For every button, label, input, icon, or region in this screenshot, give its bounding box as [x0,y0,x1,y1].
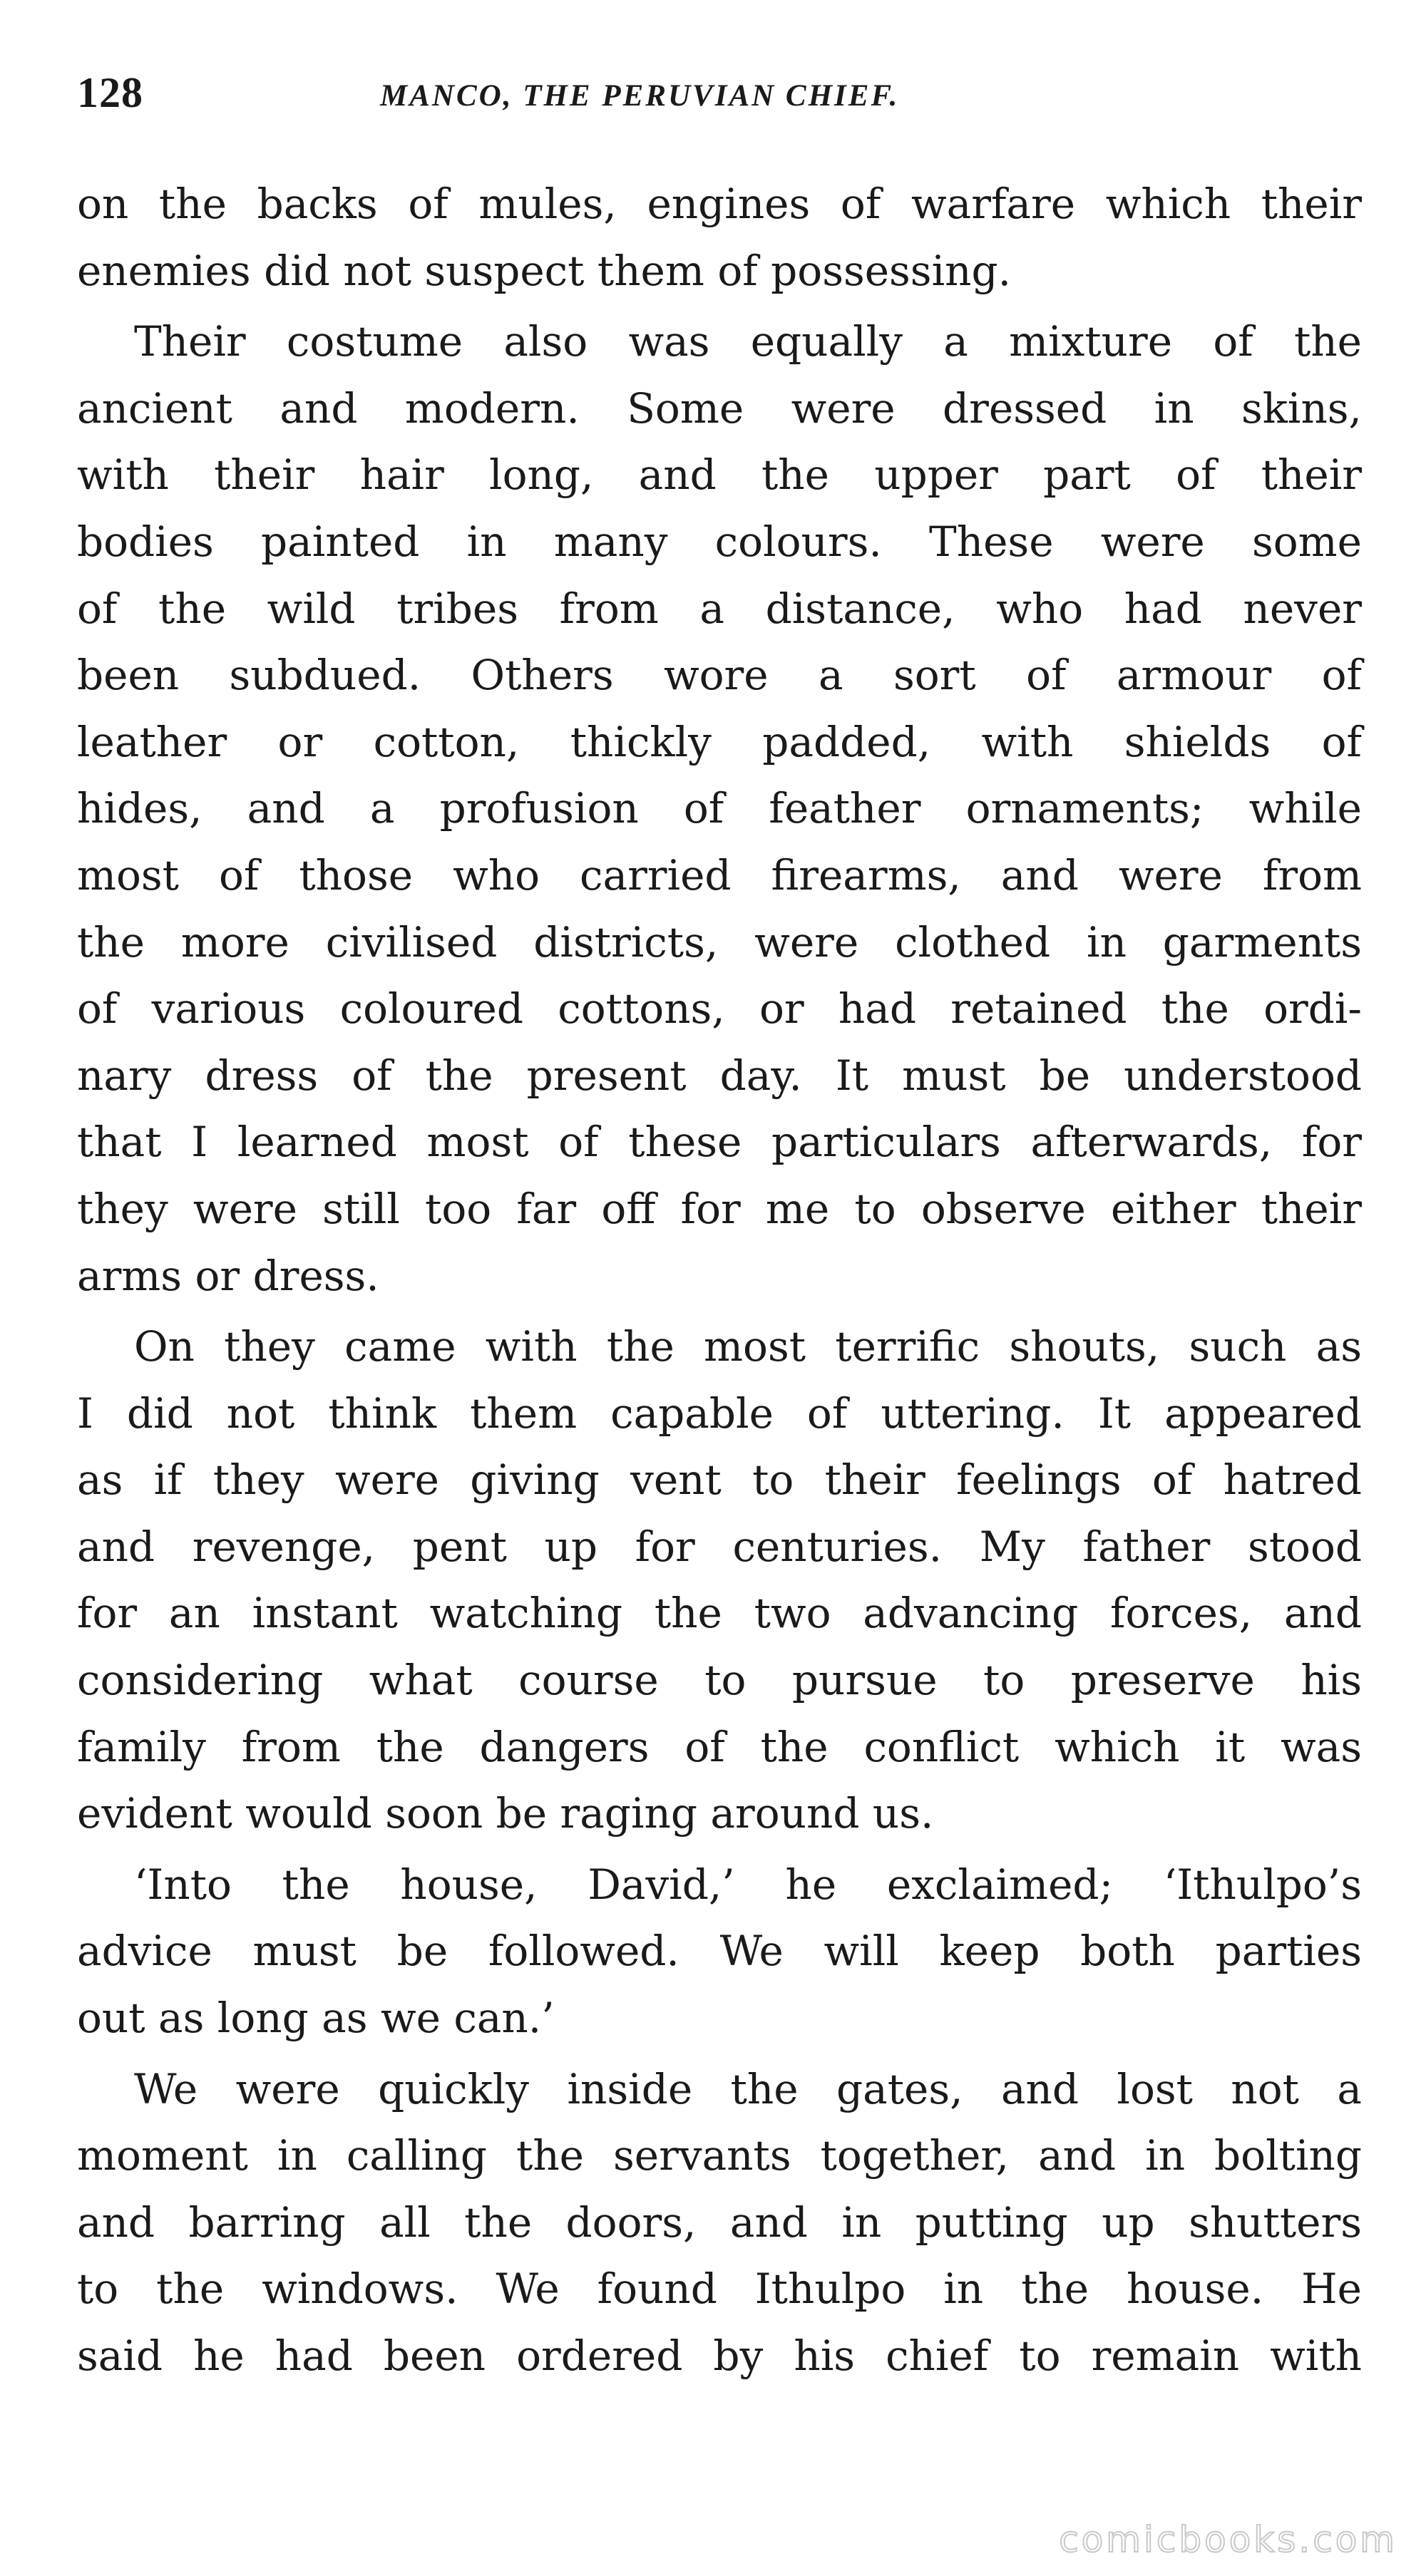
text-line: on the backs of mules, engines of warfare which their [77,180,1362,228]
text-line: the more civilised districts, were clothed in garments [77,917,1362,967]
text-line: moment in calling the servants together, and in bolting [77,2131,1362,2180]
running-head [77,68,1360,125]
text-line: considering what course to pursue to preserve his [77,1656,1362,1705]
watermark: comicbooks.com [1059,2519,1397,2560]
page-number: 128 [77,69,143,116]
text-line: family from the dangers of the conflict which it was [77,1722,1362,1771]
text-line: most of those who carried firearms, and were from [77,850,1362,900]
text-line: of the wild tribes from a distance, who had never [77,584,1362,633]
text-line: arms or dress. [77,1251,379,1300]
text-line: they were still too far off for me to observe either their [77,1184,1362,1233]
text-line: I did not think them capable of uttering. It appeared [77,1389,1362,1438]
text-line: and barring all the doors, and in putting up shutters [77,2198,1362,2247]
text-line: leather or cotton, thickly padded, with shields of [77,717,1362,766]
text-line: as if they were giving vent to their feelings of hatred [77,1456,1362,1505]
text-line: to the windows. We found Ithulpo in the house. He [77,2265,1362,2314]
text-line: that I learned most of these particulars afterwards, for [77,1118,1362,1167]
text-line: of various coloured cottons, or had retained the ordi- [77,984,1362,1034]
text-line: On they came with the most terrific shouts, such as [134,1322,1362,1371]
paragraph-1 [77,171,1362,304]
text-line: Their costume also was equally a mixture of the [134,317,1362,366]
paragraph-4 [77,1852,1362,2052]
text-line: bodies painted in many colours. These were some [77,517,1362,566]
text-line: and revenge, pent up for centuries. My father stood [77,1522,1362,1571]
text-line: been subdued. Others wore a sort of armour of [77,651,1362,700]
text-line: ‘Into the house, David,’ he exclaimed; ‘Ithulpo’s [134,1860,1362,1909]
text-line: with their hair long, and the upper part of their [77,450,1362,500]
text-line: for an instant watching the two advancing forces, and [77,1589,1362,1638]
paragraph-3 [77,1314,1362,1848]
text-line: evident would soon be raging around us. [77,1789,934,1838]
text-line: nary dress of the present day. It must be understood [77,1051,1362,1100]
text-line: We were quickly inside the gates, and lost not a [134,2064,1362,2113]
body-text [77,171,1362,2390]
text-line: advice must be followed. We will keep both parties [77,1927,1362,1976]
paragraph-2 [77,309,1362,1309]
text-line: ancient and modern. Some were dressed in skins, [77,383,1362,433]
text-line: enemies did not suspect them of possessing. [77,246,1012,295]
text-line: said he had been ordered by his chief to remain with [77,2332,1362,2380]
text-line: out as long as we can.’ [77,1994,555,2043]
paragraph-5 [77,2056,1362,2390]
text-line: hides, and a profusion of feather ornaments; while [77,784,1362,833]
running-title: MANCO, THE PERUVIAN CHIEF. [380,79,900,113]
